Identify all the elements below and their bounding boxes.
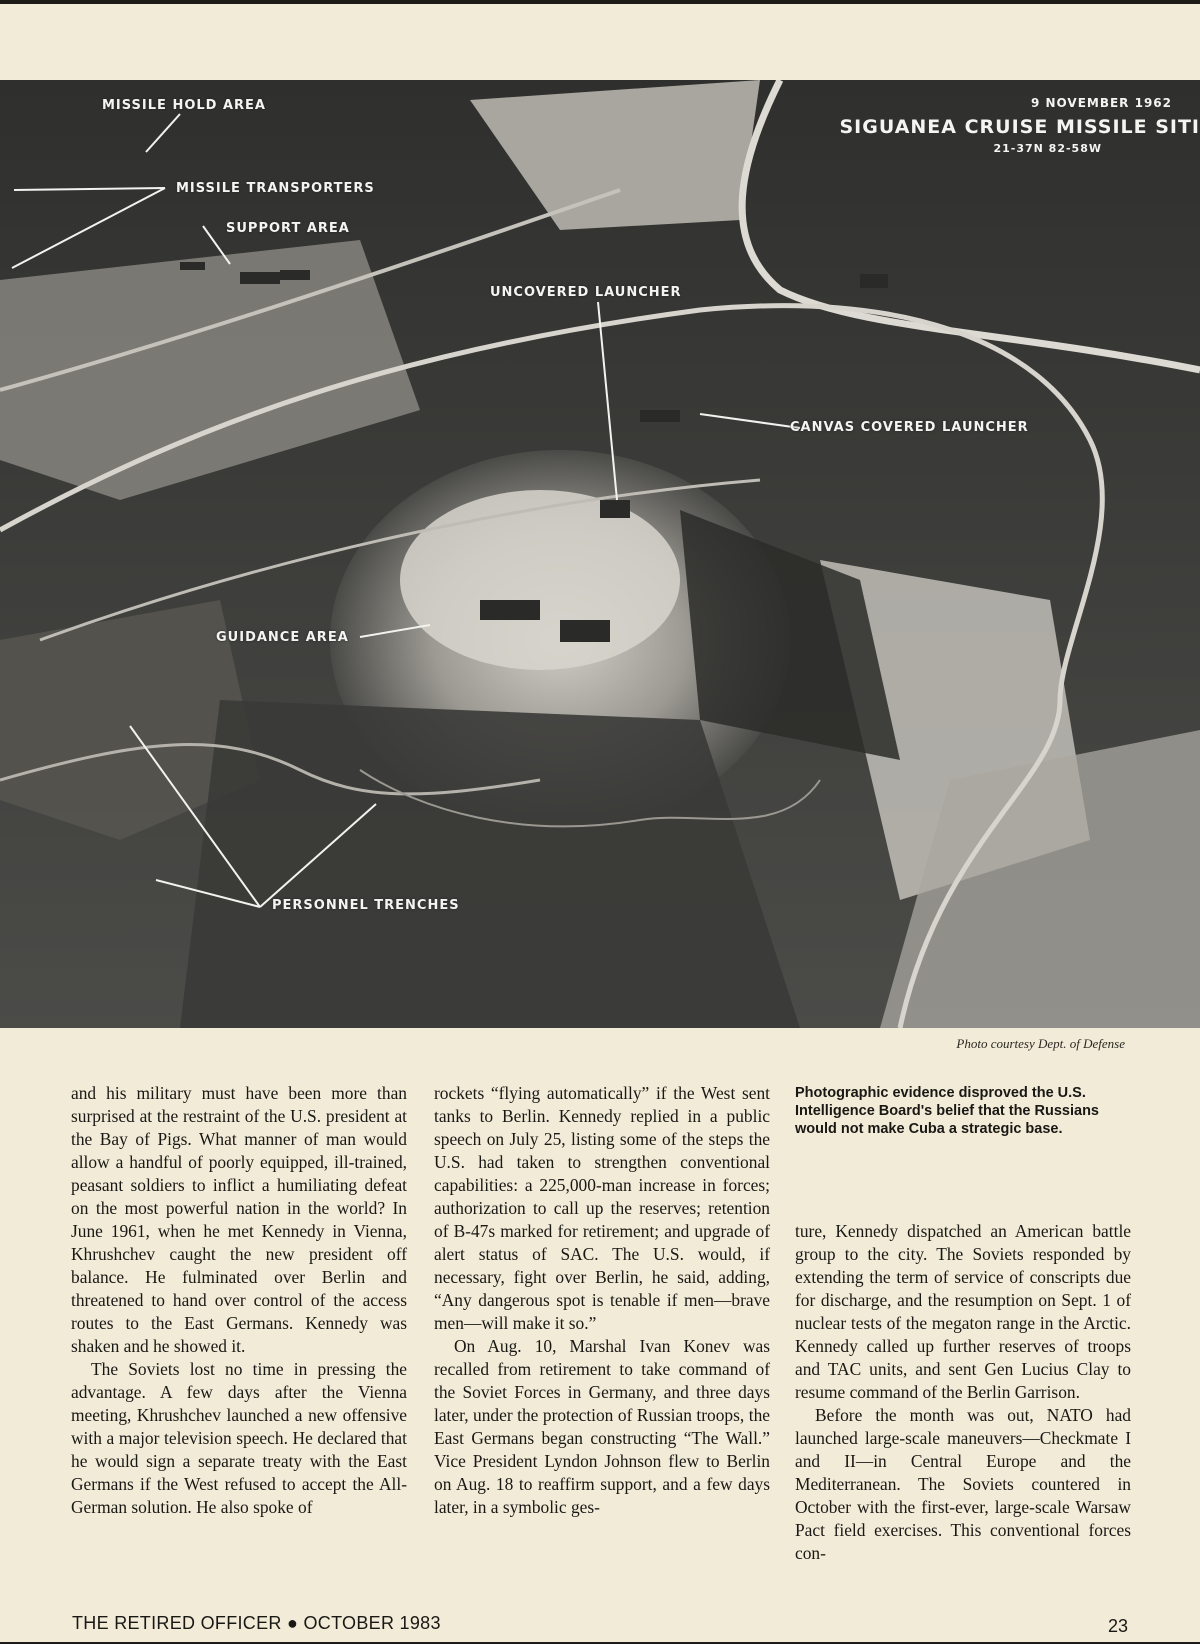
photo-site-title: SIGUANEA CRUISE MISSILE SITI	[839, 116, 1200, 138]
label-personnel-trenches: PERSONNEL TRENCHES	[272, 898, 460, 913]
article-column-2	[434, 1082, 770, 1519]
label-support-area: SUPPORT AREA	[226, 221, 350, 236]
magazine-page	[0, 4, 1200, 1642]
label-canvas-covered-launcher: CANVAS COVERED LAUNCHER	[790, 420, 1029, 435]
col3-paragraph-1: ture, Kennedy dispatched an American battle group to the city. The Soviets responded by extending the term of service of conscripts due for discharge, and the resumption on Sept. 1 of nuclear tests of the megaton range in the Arctic. Kennedy called up further reserves of troops and TAC units, and sent Gen Lucius Clay to resume command of the Berlin Garrison.	[795, 1221, 1131, 1402]
aerial-terrain-image	[0, 80, 1200, 1028]
photo-credit: Photo courtesy Dept. of Defense	[956, 1036, 1125, 1051]
col1-paragraph-2: The Soviets lost no time in pressing the advantage. A few days after the Vienna meeting, Khrushchev launched a new offensive with a major television speech. He declared that he would sign a separate treaty with the East Germans if the West refused to accept the All-German solution. He also spoke of	[71, 1359, 407, 1517]
aerial-reconnaissance-photo	[0, 80, 1200, 1028]
footer-publication: THE RETIRED OFFICER ● OCTOBER 1983	[72, 1613, 441, 1633]
label-uncovered-launcher: UNCOVERED LAUNCHER	[490, 285, 682, 300]
col1-paragraph-1: and his military must have been more than surprised at the restraint of the U.S. president at the Bay of Pigs. What manner of man would allow a handful of poorly equipped, ill-trained, peasant soldiers to inflict a humiliating defeat on the most powerful nation in the world? In June 1961, when he met Kennedy in Vienna, Khrushchev caught the new president off balance. He fulminated over Berlin and threatened to hand over control of the access routes to the East Germans. Kennedy was shaken and he showed it.	[71, 1083, 407, 1356]
article-column-3	[795, 1220, 1131, 1565]
col3-paragraph-2: Before the month was out, NATO had launched large-scale maneuvers—Checkmate I and II—in Central Europe and the Mediterranean. The Soviets countered in October with the first-ever, large-scale Warsaw Pact field exercises. This conventional forces con-	[795, 1405, 1131, 1563]
page-number: 23	[1107, 1616, 1128, 1636]
label-guidance-area: GUIDANCE AREA	[216, 630, 349, 645]
col2-paragraph-2: On Aug. 10, Marshal Ivan Konev was recalled from retirement to take command of the Soviet Forces in Germany, and three days later, under the protection of Russian troops, the East Germans began constructing “The Wall.” Vice President Lyndon Johnson flew to Berlin on Aug. 18 to reaffirm support, and a few days later, in a symbolic ges-	[434, 1336, 770, 1517]
col2-paragraph-1: rockets “flying automatically” if the West sent tanks to Berlin. Kennedy replied in a public speech on July 25, listing some of the steps the U.S. had taken to strengthen conventional capabilities: a 225,000-man increase in forces; authorization to call up the reserves; retention of B-47s marked for retirement; and upgrade of alert status of SAC. The U.S. would, if necessary, fight over Berlin, he said, adding, “Any dangerous spot is tenable if men—brave men—will make it so.”	[434, 1083, 770, 1333]
photo-coordinates: 21-37N 82-58W	[993, 142, 1102, 155]
photo-date: 9 NOVEMBER 1962	[1030, 96, 1172, 110]
photo-caption: Photographic evidence disproved the U.S. Intelligence Board's belief that the Russians would not make Cuba a strategic base.	[795, 1085, 1099, 1137]
label-missile-transporters: MISSILE TRANSPORTERS	[176, 181, 375, 196]
article-column-1	[71, 1082, 407, 1519]
label-missile-hold-area: MISSILE HOLD AREA	[102, 98, 266, 113]
